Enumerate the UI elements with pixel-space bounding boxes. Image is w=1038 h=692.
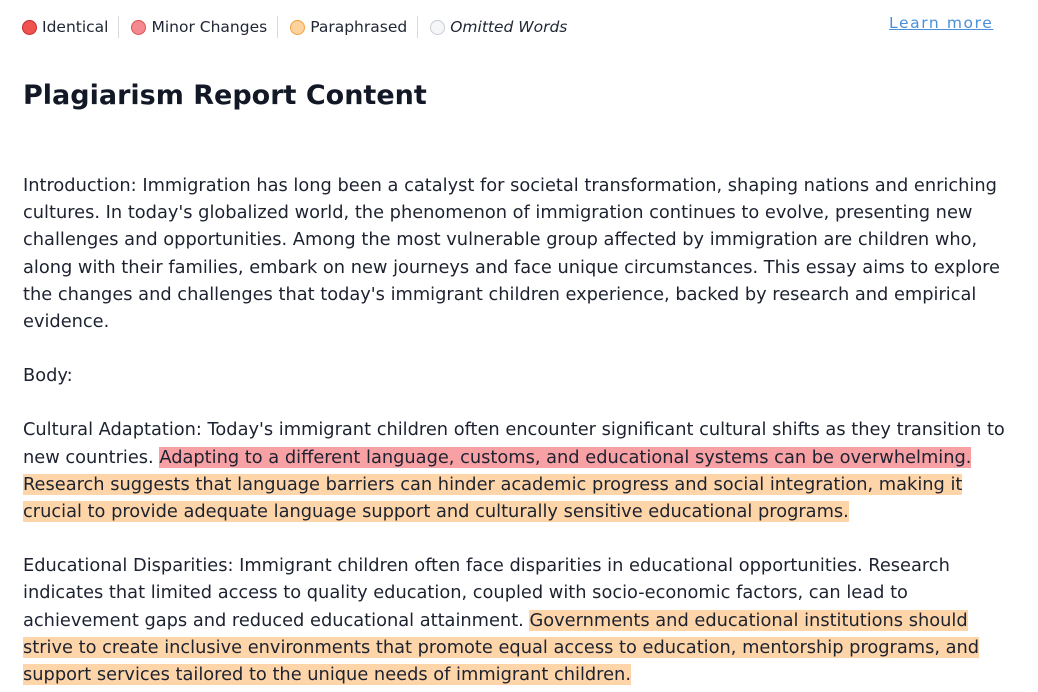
legend-divider xyxy=(417,16,418,38)
legend-identical-label: Identical xyxy=(42,18,109,36)
minor-change-highlight[interactable]: Adapting to a different language, customs, and educational systems can be overwhelming. xyxy=(159,446,972,468)
educational-disparities-paragraph xyxy=(23,552,1013,688)
educational-plain-text: Educational Disparities: Immigrant children often face disparities in educational opportunities. Research indicates that limited access to quality education, coupled with socio-economic factors, can lead to achievement gaps and reduced educational attainment. xyxy=(23,555,950,631)
legend-omitted-words-label: Omitted Words xyxy=(450,18,568,36)
learn-more-link[interactable]: Learn more xyxy=(889,14,994,32)
cultural-plain-text: Cultural Adaptation: Today's immigrant children often encounter significant cultural shifts as they transition to new countries. xyxy=(23,419,1005,468)
omitted-words-dot-icon xyxy=(430,20,445,35)
minor-changes-dot-icon xyxy=(131,20,146,35)
paraphrased-dot-icon xyxy=(290,20,305,35)
paraphrased-highlight[interactable]: Governments and educational institutions should strive to create inclusive environments that promote equal access to education, mentorship programs, and support services tailored to the unique needs of immigrant children. xyxy=(23,609,980,686)
legend-paraphrased xyxy=(290,14,407,40)
highlight-legend xyxy=(22,14,567,40)
legend-omitted-words xyxy=(430,14,567,40)
legend-divider xyxy=(277,16,278,38)
legend-divider xyxy=(118,16,119,38)
report-content xyxy=(23,172,1013,692)
legend-paraphrased-label: Paraphrased xyxy=(310,18,408,36)
identical-dot-icon xyxy=(22,20,37,35)
legend-minor-changes xyxy=(131,14,267,40)
page-title: Plagiarism Report Content xyxy=(23,80,427,111)
cultural-adaptation-paragraph xyxy=(23,416,1013,525)
intro-paragraph: Introduction: Immigration has long been a catalyst for societal transformation, shaping nations and enriching cultures. In today's globalized world, the phenomenon of immigration continues to evolve, presenting new challenges and opportunities. Among the most vulnerable group affected by immigration are children who, along with their families, embark on new journeys and face unique circumstances. This essay aims to explore the changes and challenges that today's immigrant children experience, backed by research and empirical evidence. xyxy=(23,175,1000,333)
legend-identical xyxy=(22,14,108,40)
body-label: Body: xyxy=(23,365,73,387)
paraphrased-highlight[interactable]: Research suggests that language barriers can hinder academic progress and social integration, making it crucial to provide adequate language support and culturally sensitive educational programs. xyxy=(23,473,963,523)
legend-minor-changes-label: Minor Changes xyxy=(151,18,268,36)
